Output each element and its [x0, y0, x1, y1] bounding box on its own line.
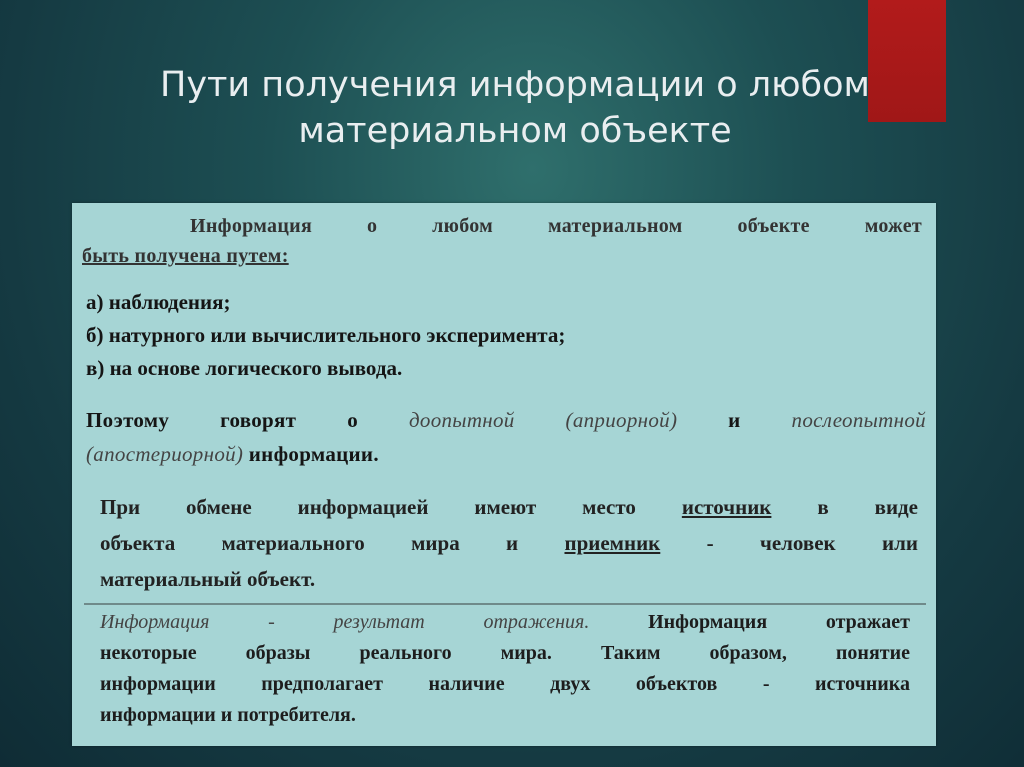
methods-list — [86, 286, 906, 385]
p3-text-d: объекта материального мира и — [100, 531, 519, 555]
a-priori-line-1 — [86, 403, 926, 437]
p2-text-and: и — [728, 408, 741, 432]
slide-title-line-2: материальном объекте — [298, 111, 732, 151]
intro-line-2: быть получена путем: — [82, 245, 289, 267]
p3-term-source: источник — [681, 495, 772, 519]
reflection-line-3: информации предполагает наличие двух объектов - источника — [100, 673, 910, 695]
p3-text-c: в виде — [817, 495, 919, 519]
list-item-experiment: б) натурного или вычислительного эксперимента; — [86, 323, 566, 347]
p2-term-a-priori: доопытной (априорной) — [408, 408, 678, 432]
list-item-logical-inference: в) на основе логического вывода. — [86, 356, 403, 380]
p2-text-a: Поэтому говорят о — [86, 408, 359, 432]
p3-term-receiver: приемник — [564, 531, 661, 555]
exchange-line-1 — [100, 489, 918, 525]
p2-term-a-posteriori-paren: (апостериорной) — [86, 442, 244, 466]
slide-title-line-1: Пути получения информации о любом — [160, 65, 870, 105]
content-panel — [72, 203, 936, 746]
a-priori-line-2 — [86, 442, 379, 466]
intro-paragraph — [82, 211, 922, 271]
reflection-line-2: некоторые образы реального мира. Таким образом, понятие — [100, 642, 910, 664]
list-item-observation: а) наблюдения; — [86, 290, 231, 314]
exchange-paragraph — [100, 489, 918, 597]
reflection-paragraph — [100, 607, 910, 731]
p3-text-f: - человек или — [706, 531, 918, 555]
p2-term-a-posteriori: послеопытной — [791, 408, 926, 432]
p4-text-b: Информация отражает — [648, 611, 910, 633]
slide-title — [100, 62, 930, 154]
p3-text-a: При обмене информацией имеют место — [100, 495, 636, 519]
reflection-line-4: информации и потребителя. — [100, 704, 356, 726]
exchange-line-3: материальный объект. — [100, 567, 316, 591]
p2-text-information: информации. — [248, 442, 379, 466]
exchange-section — [84, 485, 926, 605]
a-priori-paragraph — [86, 403, 926, 471]
intro-line-1: Информация о любом материальном объекте может — [190, 215, 922, 237]
reflection-line-1 — [100, 607, 910, 638]
p4-term-reflection: Информация - результат отражения. — [100, 611, 590, 633]
exchange-line-2 — [100, 525, 918, 561]
